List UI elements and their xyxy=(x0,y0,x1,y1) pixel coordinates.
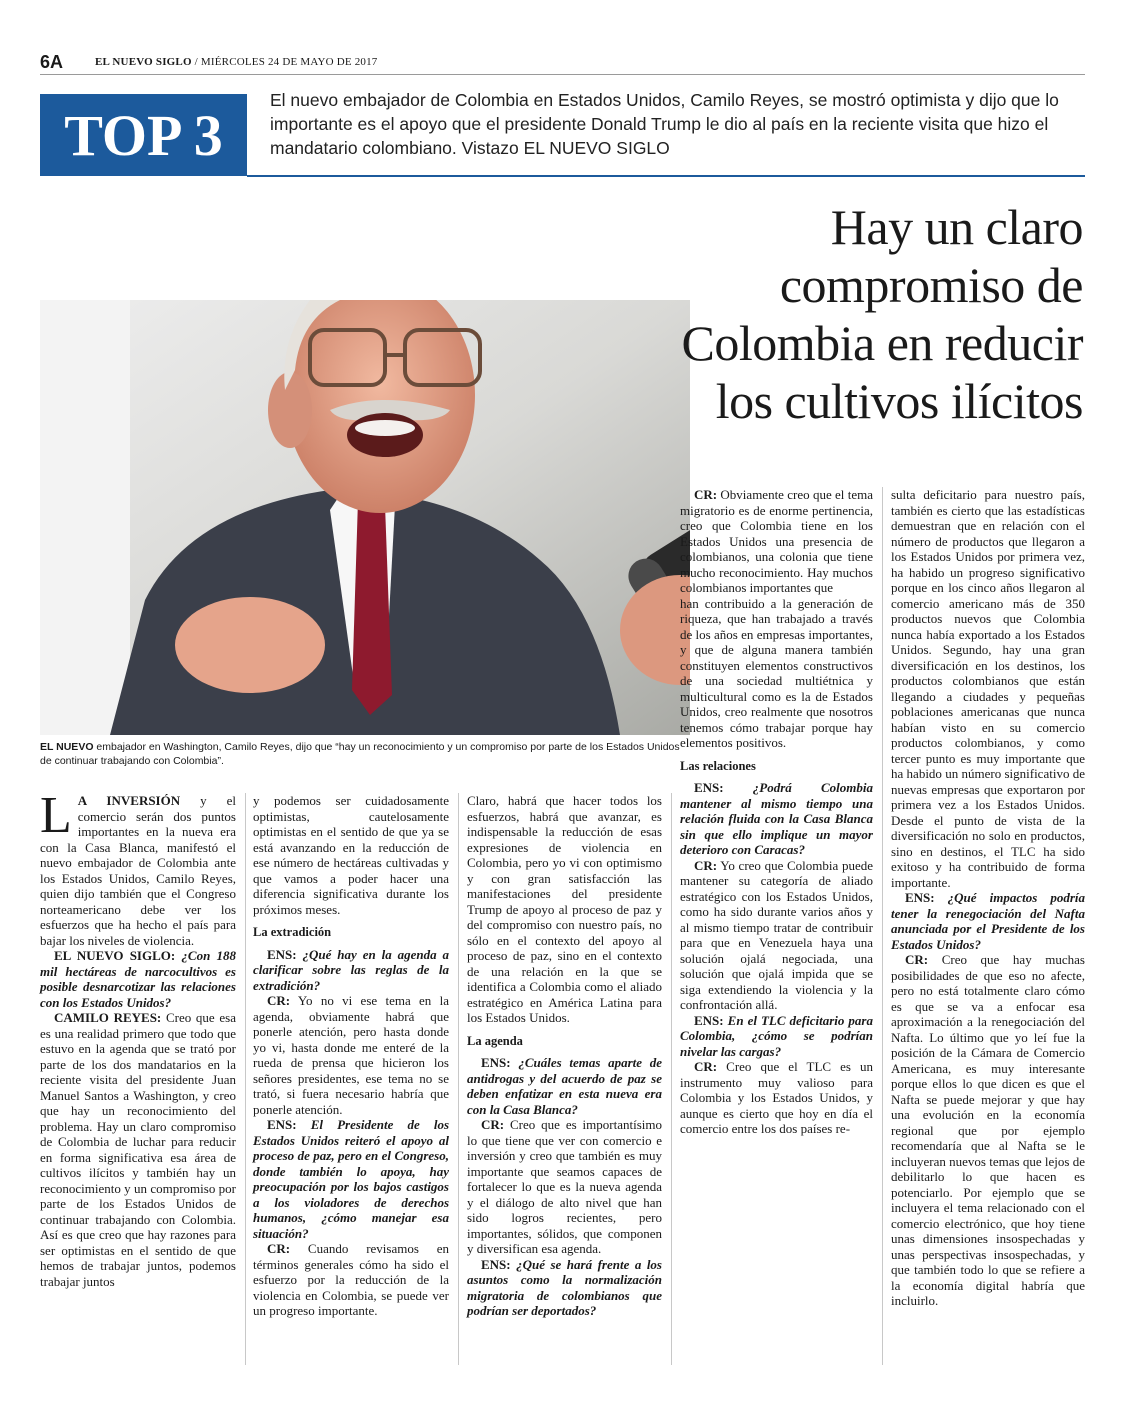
question-text: El Presidente de los Estados Unidos reiteró el apoyo al proceso de paz, pero en el Congreso, donde también lo apoya, hay preocupación por los bajos castigos a los violadores de derechos humanos, ¿cómo manejar esa situación? xyxy=(253,1117,449,1241)
answer-text: Cuando revisamos en términos generales cómo ha sido el esfuerzo por la reducción de la violencia en Colombia, se puede ver un progreso importante. xyxy=(253,1241,449,1318)
answer-text: Creo que el TLC es un instrumento muy valioso para Colombia y los Estados Unidos, y aunque es cierto que hoy en día el comercio entre los dos países re- xyxy=(680,1059,873,1136)
page-number: 6A xyxy=(40,52,64,72)
question-text: ¿Qué impactos podría tener la renegociación del Nafta anunciada por el Presidente de los Estados Unidos? xyxy=(891,890,1085,952)
answer-text: Creo que hay muchas posibilidades de que eso no afecte, pero no está totalmente claro cómo es que se va a enfocar esa aproximación a la renegociación del Nafta. Lo último que yo leí fue la posición de la Cámara de Comercio Americana, es muy interesante porque ellos lo que dicen es que el Nafta se puede mejorar y que hay una evolución en la economía regional que por ejemplo recomendaría que al Nafta se le incluyeran nuevos temas que lejos de debilitarlo lo que hacen es potenciarlo. Por ejemplo que se incluyera el tema relacionado con el comercio electrónico, que hoy tiene unas dimensiones insospechadas y unas perspectivas insospechadas, y que también todo lo que se refiere a la economía digital habría que incluirlo. xyxy=(891,952,1085,1308)
article-column-3 xyxy=(467,793,662,1319)
question-label: ENS: xyxy=(694,1012,724,1028)
headline xyxy=(523,198,1083,430)
caption-text: embajador en Washington, Camilo Reyes, dijo que “hay un reconocimiento y un compromiso por parte de los Estados Unidos de continuar trabajando con Colombia”. xyxy=(40,741,680,767)
column-divider xyxy=(458,793,459,1365)
answer-label: CAMILO REYES: xyxy=(54,1010,162,1025)
subheading: La agenda xyxy=(467,1033,523,1048)
paragraph: sulta deficitario para nuestro país, también es cierto que las estadísticas demuestran que en relación con el número de productos que llegaron a los Estados Unidos por primera vez, ha habido un progreso significativo porque en los cinco años llegaron al comercio americano más de 350 productos nuevos que Colombia nunca había exportado a los Estados Unidos. Segundo, hay una gran diversificación en los destinos, los productos colombianos que están llegando a ciudades y pequeñas poblaciones americanas que nunca habían visto en su comercio productos colombianos, y como tercer punto es muy importante que ha habido un número significativo de nuevas empresas que exportaron por primera vez a los Estados Unidos. Desde el punto de vista de la diversificación no solo en productos, sino en destinos, el TLC ha sido exitoso y ha contribuido de forma importante. xyxy=(891,487,1085,890)
question xyxy=(680,1013,873,1060)
column-divider xyxy=(671,793,672,1365)
question xyxy=(40,948,236,1010)
answer-label: CR: xyxy=(481,1117,505,1132)
question-label: ENS: xyxy=(694,780,724,795)
header-publication-line xyxy=(95,56,378,68)
caption-lead: EL NUEVO xyxy=(40,741,94,753)
publication-date: / MIÉRCOLES 24 DE MAYO DE 2017 xyxy=(191,56,378,68)
lead-bold: A INVERSIÓN xyxy=(77,793,181,808)
answer-label: CR: xyxy=(694,1059,718,1074)
answer xyxy=(253,993,449,1117)
question-label: ENS: xyxy=(905,890,935,905)
question-text: ¿Con 188 mil hectáreas de narcocultivos es posible desnarcotizar las relaciones con los Estados Unidos? xyxy=(40,948,237,1010)
header-rule xyxy=(40,74,1085,75)
article-column-1 xyxy=(40,787,237,1289)
question xyxy=(680,780,873,858)
answer-label: CR: xyxy=(694,857,718,873)
photo-caption xyxy=(40,740,680,768)
answer-label: CR: xyxy=(694,487,718,502)
column-divider xyxy=(882,487,883,1365)
headline-line: los cultivos ilícitos xyxy=(715,373,1083,429)
publication-name: EL NUEVO SIGLO xyxy=(95,56,192,68)
answer xyxy=(467,1117,662,1257)
question xyxy=(891,890,1085,952)
question xyxy=(467,1055,662,1117)
question-text: ¿Qué hay en la agenda a clarificar sobre las reglas de la extradición? xyxy=(253,946,449,993)
lead-text: y el comercio serán dos puntos importantes en la nueva era con la Casa Blanca, manifestó el nuevo embajador de Colombia ante los Estados Unidos, Camilo Reyes, quien dijo también que el Congreso norteamericano debe ver los esfuerzos que ha hecho el país para bajar los niveles de violencia. xyxy=(40,793,236,948)
answer xyxy=(680,487,873,596)
article-column-4 xyxy=(680,487,873,1137)
answer-label: CR: xyxy=(267,1241,291,1256)
question-label: EL NUEVO SIGLO: xyxy=(54,948,176,963)
section-rule xyxy=(247,175,1085,177)
question-text: ¿Cuáles temas aparte de antidrogas y del acuerdo de paz se deben enfatizar en esta nueva era con la Casa Blanca? xyxy=(467,1055,662,1117)
question-label: ENS: xyxy=(481,1055,511,1070)
subheading: Las relaciones xyxy=(680,758,756,773)
article-column-5 xyxy=(891,487,1085,1309)
top3-badge: TOP 3 xyxy=(40,94,247,176)
question xyxy=(467,1257,662,1319)
answer xyxy=(891,952,1085,1309)
paragraph: Claro, habrá que hacer todos los esfuerzos, habrá que avanzar, es indispensable la reducción de esas expresiones de violencia en Colombia, pero yo vi con optimismo y con gran satisfacción las manifestaciones del presidente Trump de apoyo al proceso de paz y del compromiso con nuestro país, no sólo en el contexto del apoyo al proceso de paz, sino en el contexto de una relación en la que se identifica a Colombia como el aliado estratégico en América Latina para los Estados Unidos. xyxy=(467,793,662,1025)
answer-text: Yo creo que Colombia puede mantener su categoría de aliado estratégico con los Estados Unidos, como ha sido durante varios años y al mismo tiempo tratar de contribuir para que en Venezuela haya una solución ojalá negociada, una solución que ojalá impida que se siga extendiendo la violencia y la confrontación allá. xyxy=(680,857,873,1012)
drop-cap: L xyxy=(40,787,72,844)
question xyxy=(253,947,449,994)
answer-text: Yo no vi ese tema en la agenda, obviamente habrá que ponerle atención, pero hasta donde yo vi, hasta donde me enteré de la rueda de prensa que hicieron los señores presidentes, ese tema no se trató, si fuera necesario habría que ponerle atención. xyxy=(253,993,449,1117)
answer xyxy=(680,858,873,1013)
answer xyxy=(40,1010,236,1289)
question-text: En el TLC deficitario para Colombia, ¿cómo se podrían nivelar las cargas? xyxy=(680,1012,873,1059)
section-intro: El nuevo embajador de Colombia en Estados Unidos, Camilo Reyes, se mostró optimista y dijo que lo importante es el apoyo que el presidente Donald Trump le dio al país en la reciente visita que hizo el mandatario colombiano. Vistazo EL NUEVO SIGLO xyxy=(270,90,1059,158)
answer xyxy=(253,1241,449,1319)
answer xyxy=(680,1059,873,1137)
question-label: ENS: xyxy=(267,946,297,962)
question-label: ENS: xyxy=(267,1117,297,1132)
tie-shape xyxy=(352,500,392,715)
question xyxy=(253,1117,449,1241)
headline-line: Hay un claro xyxy=(830,199,1083,255)
paragraph: han contribuido a la generación de riqueza, que han trabajado a través de los años en empresas importantes, y que de alguna manera también constituyen elementos constructivos de una sociedad multiétnica y multicultural como es la de Estados Unidos, creo realmente que nosotros tenemos cómo trabajar porque hay elementos positivos. xyxy=(680,595,873,750)
headline-line: compromiso de xyxy=(779,257,1083,313)
question-text: ¿Qué se hará frente a los asuntos como la normalización migratoria de colombianos que podrían ser deportados? xyxy=(467,1256,662,1318)
paragraph: y podemos ser cuidadosamente optimistas, cautelosamente optimistas en el sentido de que ya se está avanzando en la reducción de ese número de hectáreas cultivadas y que vamos a poder hacer una diferencia significativa durante los próximos meses. xyxy=(253,793,449,917)
question-label: ENS: xyxy=(481,1256,511,1272)
answer-text: Obviamente creo que el tema migratorio es de enorme pertinencia, creo que Colombia tiene en los Estados Unidos una presencia de colombianos, una colonia que tiene mucho reconocimiento. Hay muchos colombianos importantes que xyxy=(680,487,873,595)
headline-line: Colombia en reducir xyxy=(681,315,1083,371)
column-divider xyxy=(245,793,246,1365)
article-lead-paragraph xyxy=(40,787,236,948)
answer-label: CR: xyxy=(905,952,929,967)
answer-label: CR: xyxy=(267,993,291,1008)
answer-text: Creo que es importantísimo lo que tiene que ver con comercio e inversión y creo que también es muy importante que seamos capaces de fortalecer lo que es la nueva agenda y el diálogo de alto nivel que han sido logros recientes, pero importantes, sólidos, que componen y diversifican esa agenda. xyxy=(467,1117,662,1256)
answer-text: Creo que esa es una realidad primero que todo que estuvo en la agenda que se trató por parte de los dos mandatarios en la reciente visita del presidente Juan Manuel Santos a Washington, y creo que hay un reconocimiento del problema. Hay un claro compromiso de Colombia de luchar para reducir en forma significativa esa área de cultivos ilícitos y también hay un reconocimiento y un compromiso por parte de los Estados Unidos de continuar trabajando con Colombia. Así es que creo que hay razones para ser optimistas en el sentido de que hemos de trabajar juntos, podemos trabajar juntos xyxy=(40,1010,236,1289)
article-column-2 xyxy=(253,793,449,1319)
question-text: ¿Podrá Colombia mantener al mismo tiempo una relación fluida con la Casa Blanca sin que ello implique un mayor deterioro con Caracas? xyxy=(680,780,873,857)
subheading: La extradición xyxy=(253,925,332,939)
